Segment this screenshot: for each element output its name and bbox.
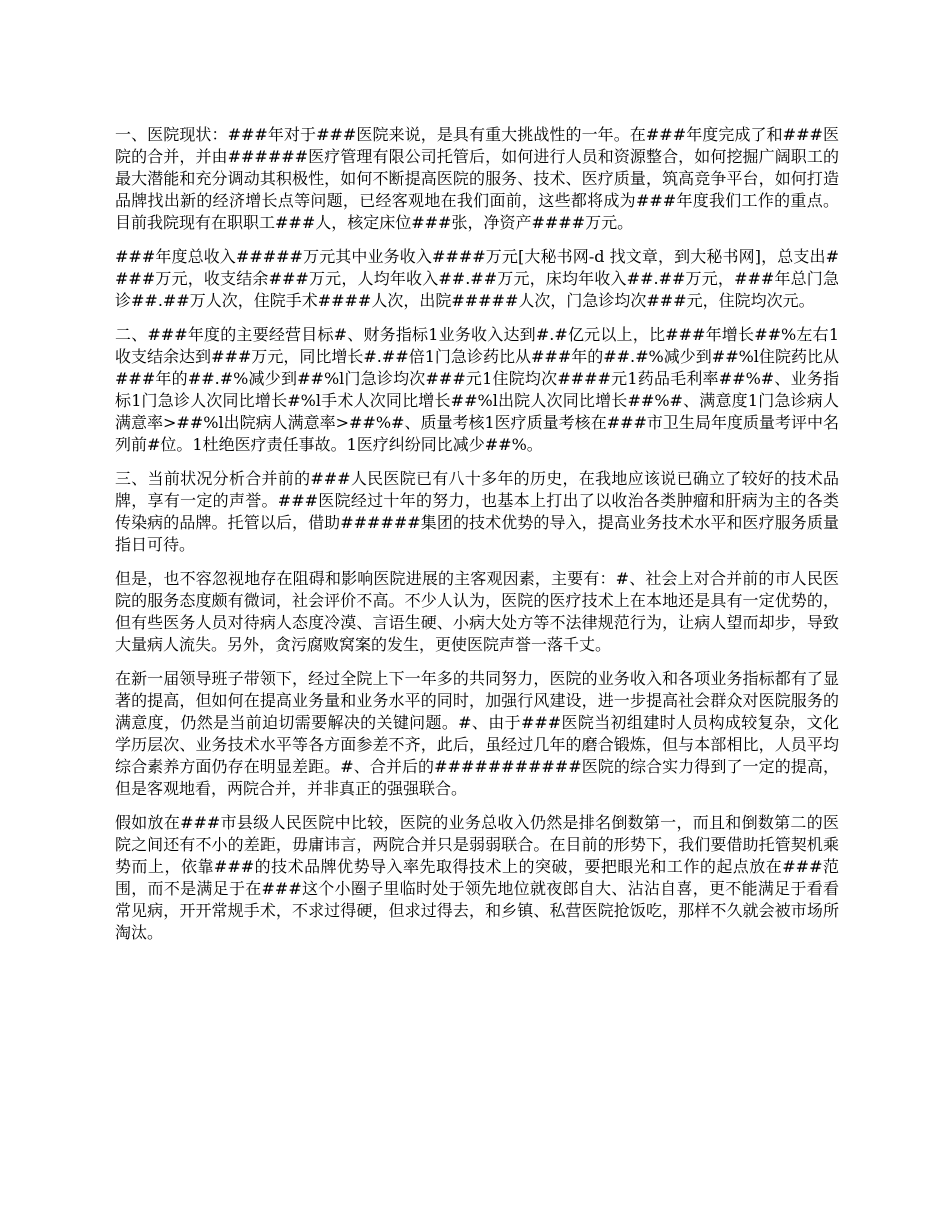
paragraph-hospital-status: 一、医院现状：###年对于###医院来说，是具有重大挑战性的一年。在###年度完成了和###医院的合并，并由######医疗管理有限公司托管后，如何进行人员和资源整合，如何挖掘广阔职工的最大潜能和充分调动其积极性，如何不断提高医院的服务、技术、医疗质量，筑高竞争平台，如何打造品牌找出新的经济增长点等问题，已经客观地在我们面前，这些都将成为###年度我们工作的重点。目前我院现有在职职工###人，核定床位###张，净资产####万元。 bbox=[115, 125, 839, 232]
paragraph-annual-income: ###年度总收入#####万元其中业务收入####万元[大秘书网-d 找文章，到大秘书网]，总支出####万元，收支结余###万元，人均年收入##.##万元，床均年收入##.##万元，###年总门急诊##.##万人次，住院手术####人次，出院#####人次，门急诊均次###元，住院均次元。 bbox=[115, 247, 839, 310]
paragraph-situation-analysis: 三、当前状况分析合并前的###人民医院已有八十多年的历史，在我地应该说已确立了较好的技术品牌，享有一定的声誉。###医院经过十年的努力，也基本上打出了以收治各类肿瘤和肝病为主的各类传染病的品牌。托管以后，借助######集团的技术优势的导入，提高业务技术水平和医疗服务质量指日可待。 bbox=[115, 469, 839, 554]
paragraph-business-targets: 二、###年度的主要经营目标#、财务指标1业务收入达到#.#亿元以上，比###年增长##%左右1收支结余达到###万元，同比增长#.##倍1门急诊药比从###年的##.#%减少到##%l住院药比从###年的##.#%减少到##%l门急诊均次###元1住院均次####元1药品毛利率##%#、业务指标1门急诊人次同比增长#%l手术人次同比增长##%l出院人次同比增长##%#、满意度1门急诊病人满意率>##%l出院病人满意率>##%#、质量考核1医疗质量考核在###市卫生局年度质量考评中名列前#位。1杜绝医疗责任事故。1医疗纠纷同比减少##%。 bbox=[115, 325, 839, 454]
paragraph-obstacles: 但是，也不容忽视地存在阻碍和影响医院进展的主客观因素，主要有：#、社会上对合并前的市人民医院的服务态度颇有微词，社会评价不高。不少人认为，医院的医疗技术上在本地还是具有一定优势的，但有些医务人员对待病人态度冷漠、言语生硬、小病大处方等不法律规范行为，让病人望而却步，导致大量病人流失。另外，贪污腐败窝案的发生，更使医院声誉一落千丈。 bbox=[115, 569, 839, 654]
paragraph-leadership-progress: 在新一届领导班子带领下，经过全院上下一年多的共同努力，医院的业务收入和各项业务指标都有了显著的提高，但如何在提高业务量和业务水平的同时，加强行风建设，进一步提高社会群众对医院服务的满意度，仍然是当前迫切需要解决的关键问题。#、由于###医院当初组建时人员构成较复杂，文化学历层次、业务技术水平等各方面参差不齐，此后，虽经过几年的磨合锻炼，但与本部相比，人员平均综合素养方面仍存在明显差距。#、合并后的###########医院的综合实力得到了一定的提高，但是客观地看，两院合并，并非真正的强强联合。 bbox=[115, 669, 839, 798]
document-body bbox=[115, 124, 839, 956]
paragraph-comparison: 假如放在###市县级人民医院中比较，医院的业务总收入仍然是排名倒数第一，而且和倒数第二的医院之间还有不小的差距，毋庸讳言，两院合并只是弱弱联合。在目前的形势下，我们要借助托管契机乘势而上，依靠###的技术品牌优势导入率先取得技术上的突破，要把眼光和工作的起点放在###范围，而不是满足于在###这个小圈子里临时处于领先地位就夜郎自大、沾沾自喜，更不能满足于看看常见病，开开常规手术，不求过得硬，但求过得去，和乡镇、私营医院抢饭吃，那样不久就会被市场所淘汰。 bbox=[115, 813, 839, 942]
